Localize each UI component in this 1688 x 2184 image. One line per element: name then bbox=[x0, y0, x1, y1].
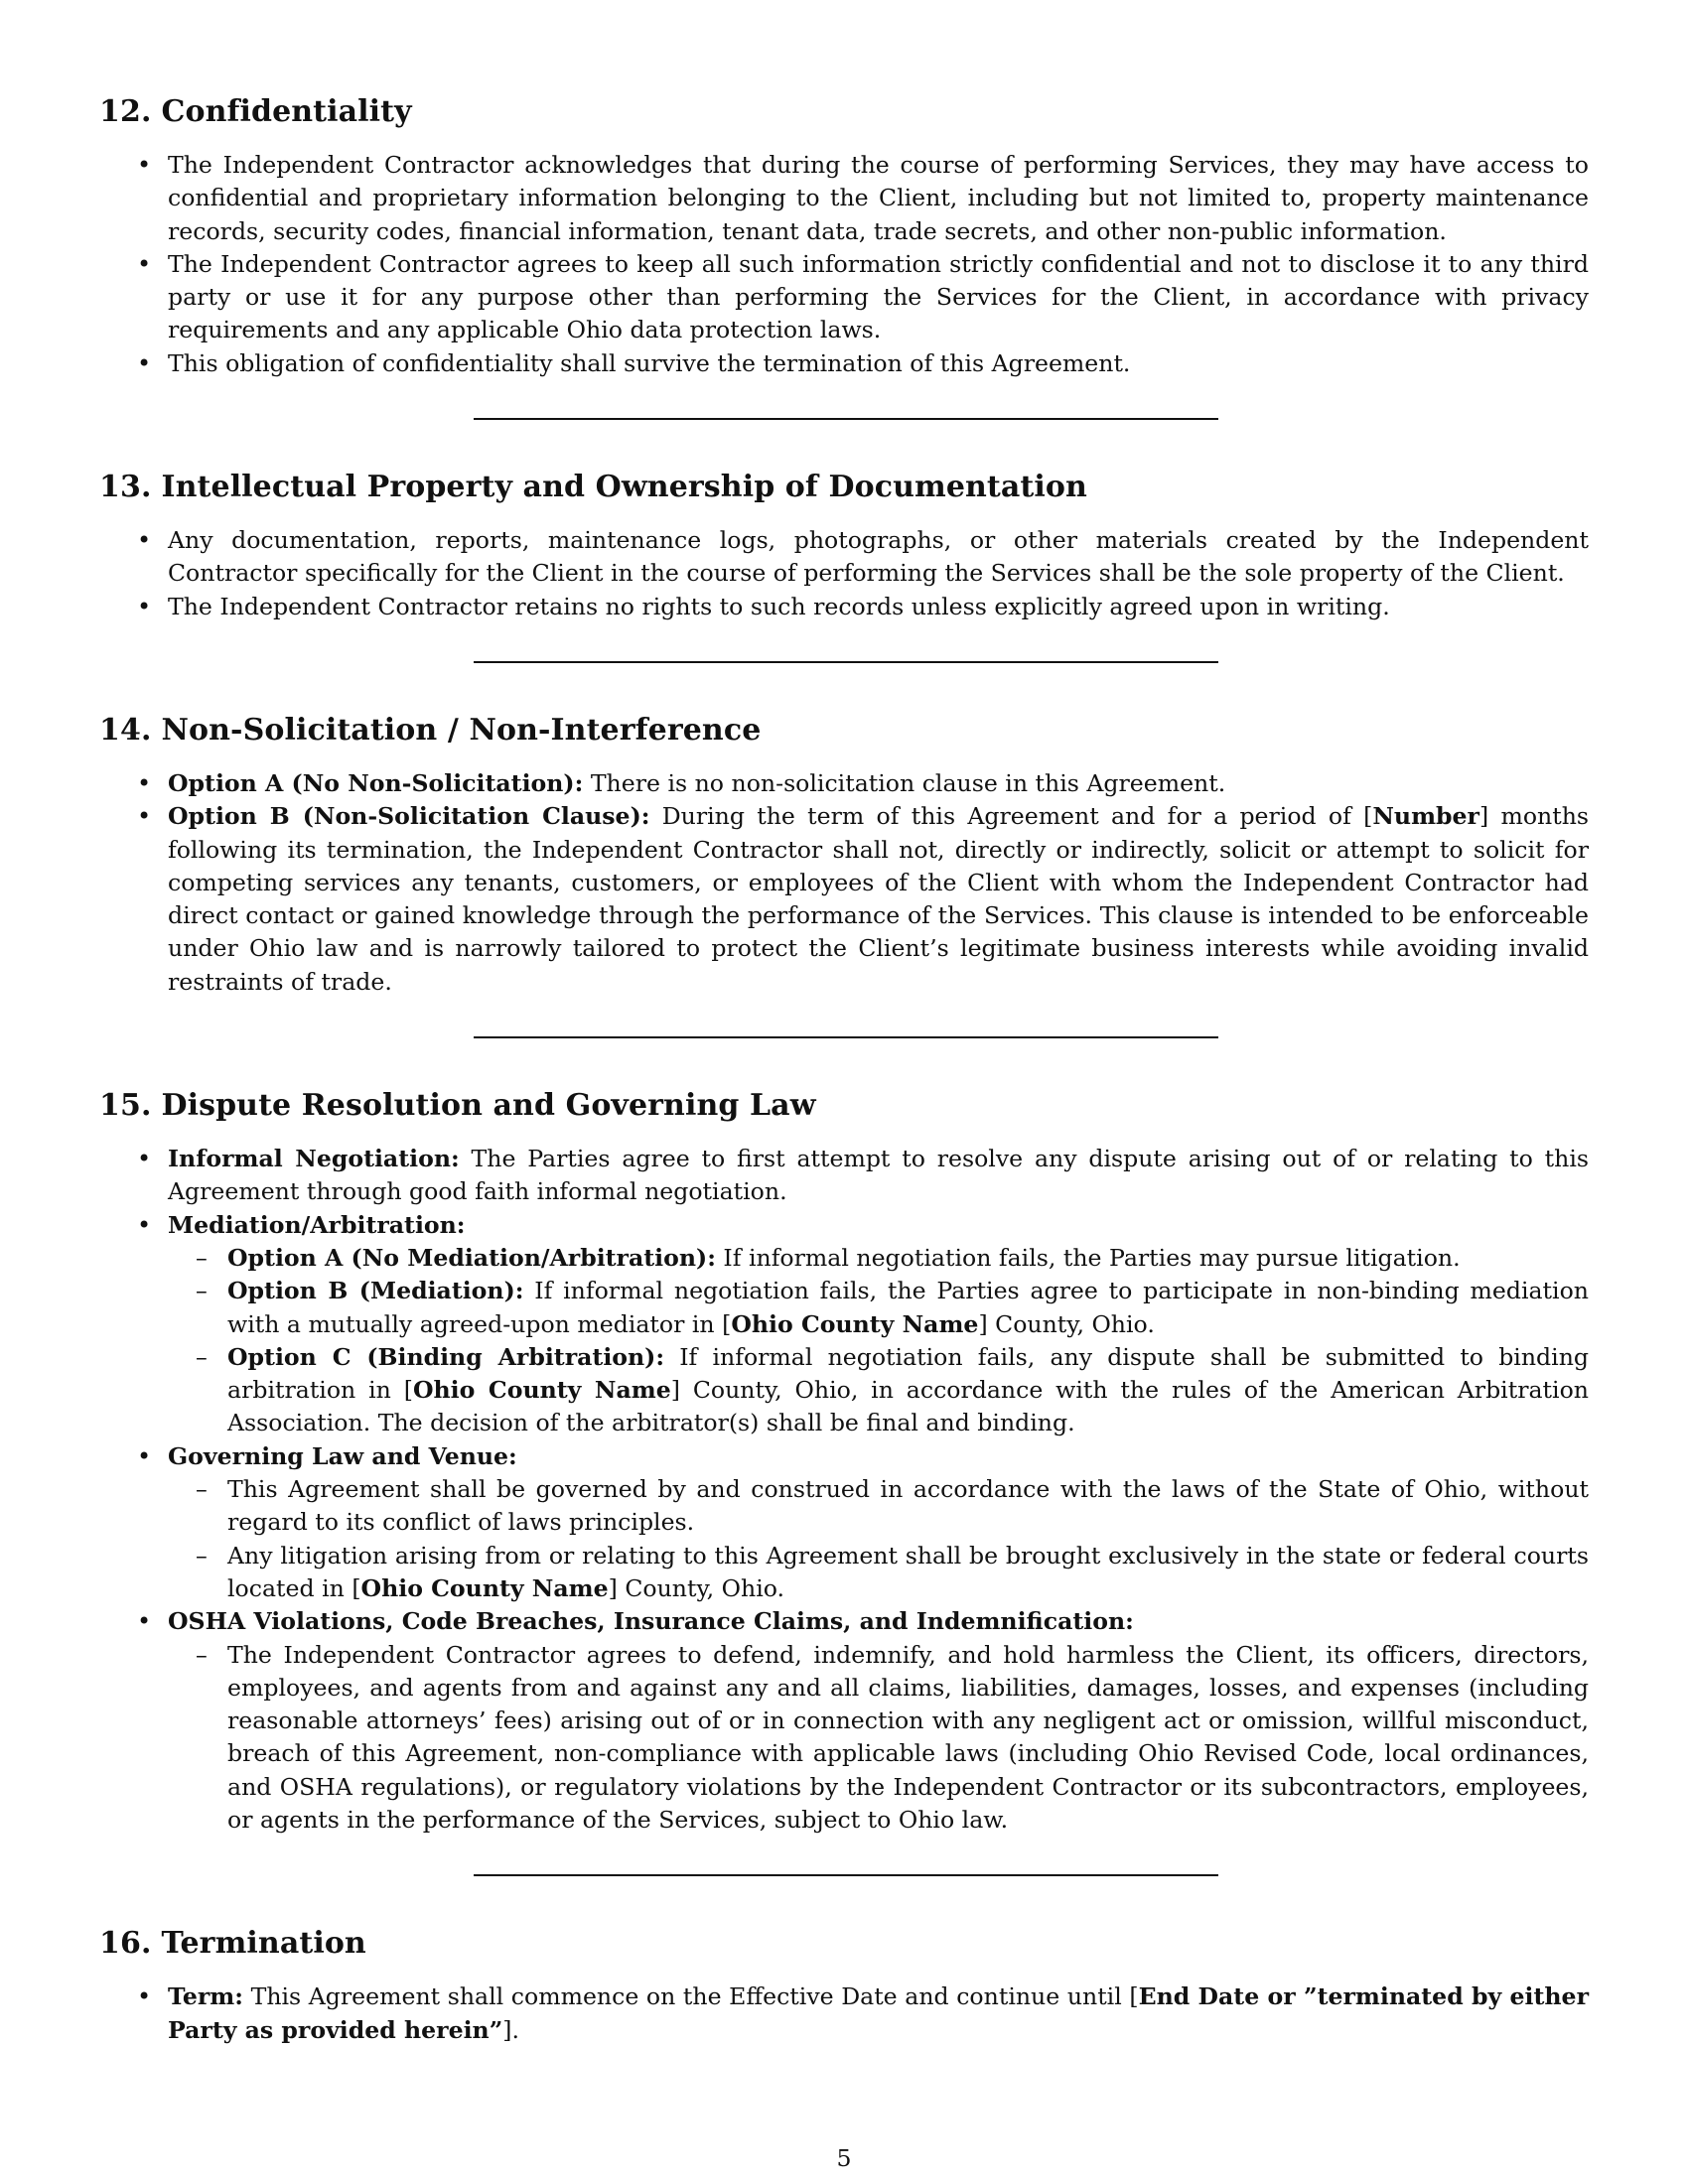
item-text: If informal negotiation fails, the Parties agree to participate in non-binding mediation with a mutually agreed-upon mediator in [ bbox=[227, 1277, 1589, 1338]
section-title: Confidentiality bbox=[161, 94, 412, 129]
section-heading bbox=[99, 713, 1589, 748]
item-text: ] months following its termination, the Independent Contractor shall not, directly or indirectly, solicit or attempt to solicit for competing services any tenants, customers, or employees of the Client with whom the Independent Contractor had direct contact or gained knowledge through the performance of the Services. This clause is intended to be enforceable under Ohio law and is narrowly tailored to protect the Client’s legitimate business interests while avoiding invalid restraints of trade. bbox=[168, 802, 1590, 996]
section-non-solicitation bbox=[99, 713, 1589, 999]
sub-list-item bbox=[168, 1341, 1589, 1440]
item-text: This Agreement shall commence on the Effective Date and continue until [ bbox=[250, 1982, 1139, 2011]
bullet-list bbox=[99, 1980, 1589, 2047]
sub-list-item bbox=[168, 1275, 1589, 1341]
item-text: The Independent Contractor agrees to keep all such information strictly confidential and not to disclose it to any third party or use it for any purpose other than performing the Services for the Client, in accordance with privacy requirements and any applicable Ohio data protection laws. bbox=[168, 249, 1589, 344]
bullet-list bbox=[99, 1143, 1589, 1837]
bullet-list bbox=[99, 524, 1589, 623]
list-item bbox=[99, 591, 1589, 623]
item-lead: Option B (Mediation): bbox=[227, 1277, 524, 1305]
list-item bbox=[99, 1980, 1589, 2047]
item-text: ] County, Ohio. bbox=[608, 1573, 785, 1602]
bullet-list bbox=[99, 767, 1589, 999]
section-title: Non-Solicitation / Non-Interference bbox=[161, 712, 762, 748]
list-item bbox=[99, 524, 1589, 591]
item-text: Any documentation, reports, maintenance logs, photographs, or other materials created by the Independent Contractor specifically for the Client in the course of performing the Services shall be the sole property of the Client. bbox=[168, 526, 1589, 588]
section-number: 13. bbox=[99, 470, 152, 505]
placeholder-field: Ohio County Name bbox=[412, 1376, 671, 1405]
item-lead: Governing Law and Venue: bbox=[168, 1441, 517, 1470]
placeholder-field: Number bbox=[1372, 802, 1479, 831]
item-text: The Independent Contractor retains no rights to such records unless explicitly agreed upon in writing. bbox=[168, 592, 1390, 620]
item-text: This Agreement shall be governed by and construed in accordance with the laws of the State of Ohio, without regard to its conflict of laws principles. bbox=[227, 1475, 1589, 1537]
item-lead: Option A (No Mediation/Arbitration): bbox=[227, 1243, 716, 1272]
section-number: 14. bbox=[99, 712, 152, 748]
list-item bbox=[99, 767, 1589, 800]
item-lead: Option C (Binding Arbitration): bbox=[227, 1342, 665, 1371]
list-item bbox=[99, 1440, 1589, 1605]
document-page bbox=[99, 94, 1589, 2047]
item-text: ] County, Ohio, in accordance with the rules of the American Arbitration Association. The decision of the arbitrator(s) shall be final and binding. bbox=[227, 1376, 1589, 1437]
item-lead: Informal Negotiation: bbox=[168, 1145, 460, 1173]
placeholder-field: Ohio County Name bbox=[360, 1573, 609, 1602]
section-termination bbox=[99, 1926, 1589, 2047]
sub-list bbox=[168, 1473, 1589, 1605]
item-text: There is no non-solicitation clause in this Agreement. bbox=[590, 768, 1226, 797]
item-text: ]. bbox=[502, 2015, 520, 2044]
item-text: ] County, Ohio. bbox=[978, 1309, 1155, 1338]
list-item bbox=[99, 1143, 1589, 1209]
list-item bbox=[99, 149, 1589, 248]
item-text: The Independent Contractor agrees to defend, indemnify, and hold harmless the Client, its officers, directors, employees, and agents from and against any and all claims, liabilities, damages, losses, and expenses (including reasonable attorneys’ fees) arising out of or in connection with any negligent act or omission, willful misconduct, breach of this Agreement, non-compliance with applicable laws (including Ohio Revised Code, local ordinances, and OSHA regulations), or regulatory violations by the Independent Contractor or its subcontractors, employees, or agents in the performance of the Services, subject to Ohio law. bbox=[227, 1640, 1589, 1834]
item-lead: Mediation/Arbitration: bbox=[168, 1210, 466, 1239]
item-lead: OSHA Violations, Code Breaches, Insurance Claims, and Indemnification: bbox=[168, 1607, 1134, 1636]
section-confidentiality bbox=[99, 94, 1589, 380]
section-heading bbox=[99, 1926, 1589, 1961]
section-heading bbox=[99, 1088, 1589, 1123]
list-item bbox=[99, 1209, 1589, 1440]
list-item bbox=[99, 800, 1589, 999]
item-text: The Independent Contractor acknowledges that during the course of performing Services, they may have access to confidential and proprietary information belonging to the Client, including but not limited to, property maintenance records, security codes, financial information, tenant data, trade secrets, and other non-public information. bbox=[168, 151, 1589, 245]
list-item bbox=[99, 248, 1589, 347]
bullet-list bbox=[99, 149, 1589, 380]
sub-list-item bbox=[168, 1540, 1589, 1606]
list-item bbox=[99, 347, 1589, 380]
placeholder-field: Ohio County Name bbox=[731, 1309, 979, 1338]
item-text: This obligation of confidentiality shall survive the termination of this Agreement. bbox=[168, 348, 1131, 377]
section-number: 15. bbox=[99, 1088, 152, 1124]
item-text: If informal negotiation fails, the Parties may pursue litigation. bbox=[723, 1243, 1461, 1272]
section-title: Dispute Resolution and Governing Law bbox=[161, 1088, 816, 1124]
section-title: Intellectual Property and Ownership of Documentation bbox=[161, 470, 1087, 505]
section-dispute-resolution bbox=[99, 1088, 1589, 1837]
section-number: 16. bbox=[99, 1926, 152, 1962]
section-heading bbox=[99, 470, 1589, 504]
section-heading bbox=[99, 94, 1589, 129]
item-lead: Option A (No Non-Solicitation): bbox=[168, 768, 584, 797]
item-lead: Term: bbox=[168, 1982, 243, 2011]
item-text: If informal negotiation fails, any dispute shall be submitted to binding arbitration in [ bbox=[227, 1342, 1589, 1405]
item-text: The Parties agree to first attempt to resolve any dispute arising out of or relating to this Agreement through good faith informal negotiation. bbox=[168, 1145, 1589, 1206]
sub-list-item bbox=[168, 1473, 1589, 1540]
list-item bbox=[99, 1605, 1589, 1837]
sub-list bbox=[168, 1639, 1589, 1838]
page-number: 5 bbox=[836, 2144, 852, 2172]
sub-list-item bbox=[168, 1639, 1589, 1838]
item-text: Any litigation arising from or relating to this Agreement shall be brought exclusively in the state or federal courts located in [ bbox=[227, 1541, 1589, 1602]
section-number: 12. bbox=[99, 94, 152, 129]
sub-list-item bbox=[168, 1242, 1589, 1275]
section-intellectual-property bbox=[99, 470, 1589, 623]
item-lead: Option B (Non-Solicitation Clause): bbox=[168, 802, 650, 831]
placeholder-field: End Date or ”terminated by either Party as provided herein” bbox=[168, 1982, 1589, 2044]
item-text: During the term of this Agreement and for a period of [ bbox=[661, 802, 1373, 831]
sub-list bbox=[168, 1242, 1589, 1440]
section-title: Termination bbox=[161, 1926, 366, 1962]
